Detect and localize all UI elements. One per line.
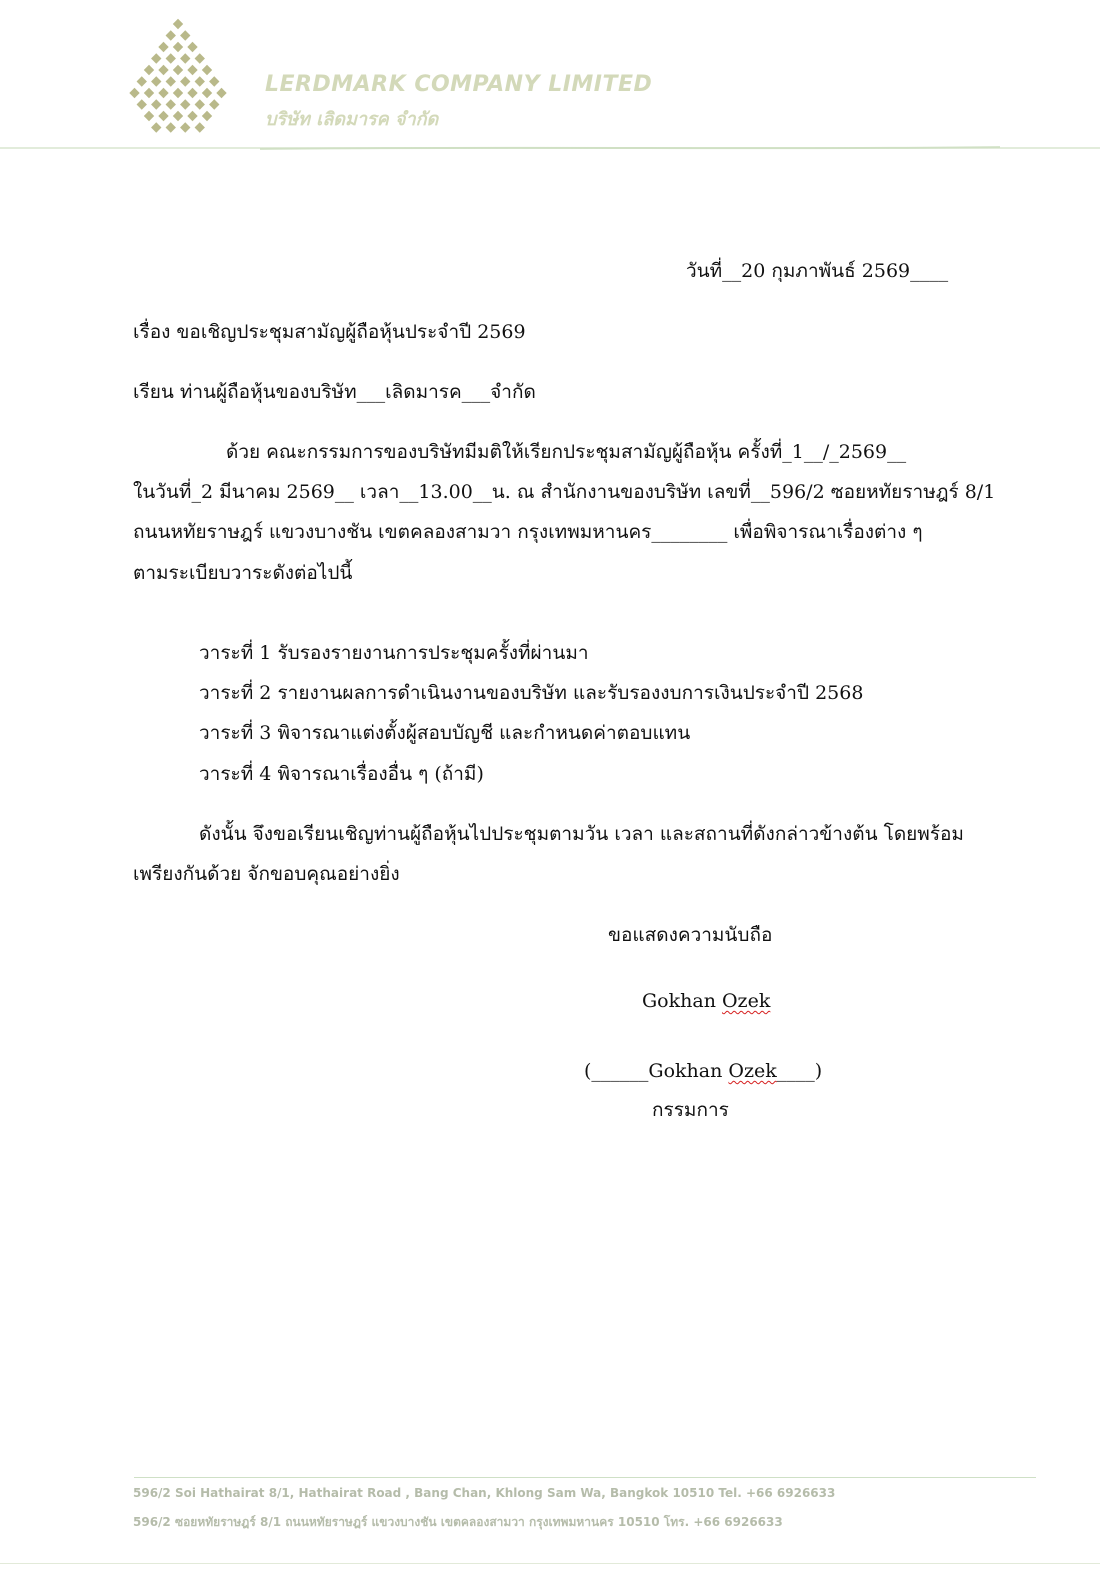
logo-diamond: [166, 76, 176, 86]
logo-diamond: [202, 65, 212, 75]
logo-diamond: [158, 42, 168, 52]
logo-diamond: [216, 88, 226, 98]
letter-salutation: เรียน ท่านผู้ถือหุ้นของบริษัท___เลิดมารค___จำกัด: [133, 381, 536, 403]
logo-diamond: [187, 111, 197, 121]
logo-diamond: [187, 42, 197, 52]
logo-diamond: [195, 53, 205, 63]
body-line: ถนนหทัยราษฎร์ แขวงบางชัน เขตคลองสามวา กรุงเทพมหานคร________ เพื่อพิจารณาเรื่องต่าง ๆ: [133, 521, 923, 543]
logo-diamond: [173, 65, 183, 75]
logo-diamond: [144, 65, 154, 75]
signer-first-name: Gokhan: [642, 990, 722, 1012]
logo-diamond: [173, 88, 183, 98]
signer-printed-name: [584, 1059, 822, 1083]
signer-position: กรรมการ: [652, 1099, 729, 1121]
signer-last-name: Ozek: [721, 990, 771, 1012]
paren-last-name: Ozek: [728, 1060, 777, 1082]
page-bottom-rule: [0, 1563, 1100, 1564]
logo-diamond: [173, 42, 183, 52]
footer-address-en: 596/2 Soi Hathairat 8/1, Hathairat Road , Bang Chan, Khlong Sam Wa, Bangkok 10510 Tel. +66 6926633: [133, 1486, 836, 1500]
logo-diamond: [187, 88, 197, 98]
agenda-item: วาระที่ 2 รายงานผลการดำเนินงานของบริษัท และรับรองงบการเงินประจำปี 2568: [199, 682, 864, 704]
logo-diamond: [209, 76, 219, 86]
logo-diamond: [144, 111, 154, 121]
logo-diamond: [137, 99, 147, 109]
paren-open: (______Gokhan: [584, 1060, 729, 1082]
logo-diamond: [144, 88, 154, 98]
logo-diamond: [180, 99, 190, 109]
diamond-tree-logo-icon: [118, 14, 238, 142]
body-line: ตามระเบียบวาระดังต่อไปนี้: [133, 562, 353, 584]
logo-diamond: [180, 30, 190, 40]
logo-diamond: [129, 88, 139, 98]
agenda-item: วาระที่ 1 รับรองรายงานการประชุมครั้งที่ผ่านมา: [199, 642, 589, 664]
logo-diamond: [195, 76, 205, 86]
logo-diamond: [166, 122, 176, 132]
logo-diamond: [173, 19, 183, 29]
company-name-en: LERDMARK COMPANY LIMITED: [265, 72, 653, 97]
footer-address-th: 596/2 ซอยหทัยราษฎร์ 8/1 ถนนหทัยราษฎร์ แขวงบางชัน เขตคลองสามวา กรุงเทพมหานคร 10510 โทร. +66 6926633: [133, 1515, 783, 1529]
paren-close: ____): [776, 1060, 823, 1082]
conclusion-line: ดังนั้น จึงขอเรียนเชิญท่านผู้ถือหุ้นไปประชุมตามวัน เวลา และสถานที่ดังกล่าวข้างต้น โดยพร้อม: [199, 823, 964, 845]
logo-diamond: [151, 76, 161, 86]
logo-diamond: [180, 76, 190, 86]
letter-date: วันที่__20 กุมภาพันธ์ 2569____: [686, 260, 949, 282]
logo-diamond: [202, 111, 212, 121]
body-line: ในวันที่_2 มีนาคม 2569__ เวลา__13.00__น. ณ สำนักงานของบริษัท เลขที่__596/2 ซอยหทัยราษฎร์ 8/1: [133, 481, 996, 503]
conclusion-line: เพรียงกันด้วย จักขอบคุณอย่างยิ่ง: [133, 863, 400, 885]
logo-diamond: [151, 99, 161, 109]
signature: [642, 989, 770, 1013]
closing-phrase: ขอแสดงความนับถือ: [608, 924, 773, 946]
logo-diamond: [195, 122, 205, 132]
logo-diamond: [158, 65, 168, 75]
company-name-th: บริษัท เลิดมารค จำกัด: [265, 109, 439, 130]
logo-diamond: [195, 99, 205, 109]
logo-diamond: [137, 76, 147, 86]
logo-diamond: [209, 99, 219, 109]
logo-diamond: [180, 53, 190, 63]
logo-diamond: [202, 88, 212, 98]
logo-diamond: [180, 122, 190, 132]
logo-diamond: [158, 88, 168, 98]
logo-diamond: [151, 53, 161, 63]
logo-diamond: [158, 111, 168, 121]
logo-diamond: [166, 30, 176, 40]
agenda-item: วาระที่ 3 พิจารณาแต่งตั้งผู้สอบบัญชี และกำหนดค่าตอบแทน: [199, 722, 691, 744]
body-line: ด้วย คณะกรรมการของบริษัทมีมติให้เรียกประชุมสามัญผู้ถือหุ้น ครั้งที่_1__/_2569__: [226, 441, 907, 463]
logo-diamond: [151, 122, 161, 132]
logo-diamond: [166, 53, 176, 63]
logo-diamond: [173, 111, 183, 121]
header-divider: [0, 142, 1100, 154]
logo-diamond: [187, 65, 197, 75]
letter-subject: เรื่อง ขอเชิญประชุมสามัญผู้ถือหุ้นประจำปี 2569: [133, 321, 526, 343]
footer-divider: [134, 1477, 1036, 1478]
agenda-item: วาระที่ 4 พิจารณาเรื่องอื่น ๆ (ถ้ามี): [199, 763, 484, 785]
logo-diamond: [166, 99, 176, 109]
